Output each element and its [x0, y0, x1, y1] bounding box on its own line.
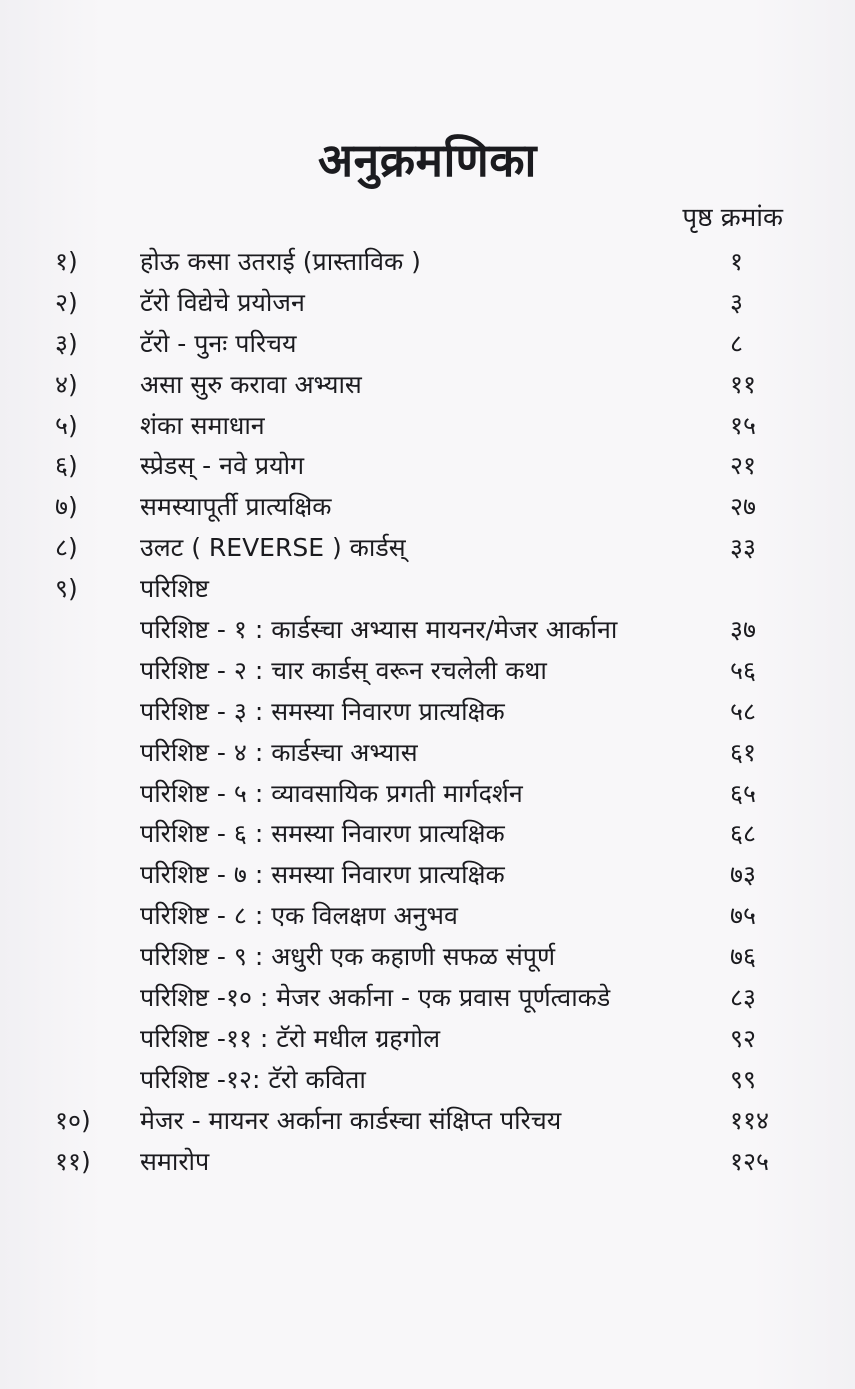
toc-entry-label: असा सुरु करावा अभ्यास [140, 369, 362, 399]
toc-sub-entry [0, 610, 855, 651]
toc-entry-number: ४) [55, 369, 78, 399]
toc-sub-entry [0, 1060, 855, 1101]
toc-entry-page: ३ [730, 287, 744, 317]
toc-entry-label: स्प्रेडस् - नवे प्रयोग [140, 451, 305, 481]
toc-entry-page: ६१ [730, 737, 757, 767]
toc-entry-number: ८) [55, 533, 78, 563]
toc-entry-number: २) [55, 287, 78, 317]
toc-sub-entry [0, 937, 855, 978]
toc-entry [0, 242, 855, 283]
toc-entry [0, 487, 855, 528]
toc-entry-label: शंका समाधान [140, 410, 265, 440]
toc-entry-page: ११ [730, 369, 757, 399]
toc-entry-label: परिशिष्ट - २ : चार कार्डस् वरून रचलेली कथा [140, 655, 547, 685]
toc-entry-page: ९९ [730, 1064, 757, 1094]
toc-entry-page: ७३ [730, 860, 757, 890]
toc-sub-entry [0, 978, 855, 1019]
toc-entry-label: उलट ( REVERSE ) कार्डस् [140, 533, 406, 563]
toc-entry-number: ६) [55, 451, 78, 481]
toc-sub-entry [0, 733, 855, 774]
toc-entry-label: परिशिष्ट -१२: टॅरो कविता [140, 1064, 366, 1094]
toc-entry-label: परिशिष्ट - ७ : समस्या निवारण प्रात्यक्षिक [140, 860, 505, 890]
toc-entry [0, 1101, 855, 1142]
toc-sub-entry [0, 651, 855, 692]
toc-entry-label: परिशिष्ट - ८ : एक विलक्षण अनुभव [140, 901, 458, 931]
toc-entry [0, 365, 855, 406]
toc-entry-label: समारोप [140, 1146, 210, 1176]
toc-entry [0, 446, 855, 487]
toc-entry-label: होऊ कसा उतराई (प्रास्ताविक ) [140, 247, 421, 276]
toc-entry-page: ९२ [730, 1023, 757, 1053]
toc-entry-label: परिशिष्ट - १ : कार्डस्चा अभ्यास मायनर/मेजर आर्काना [140, 615, 618, 645]
page-title: अनुक्रमणिका [318, 133, 537, 187]
toc-entry [0, 283, 855, 324]
toc-entry-label: परिशिष्ट - ९ : अधुरी एक कहाणी सफळ संपूर्ण [140, 942, 556, 972]
toc-entry-page: ३७ [730, 615, 757, 645]
toc-entry-page: १२५ [730, 1146, 770, 1176]
toc-entry-label: परिशिष्ट - ५ : व्यावसायिक प्रगती मार्गदर्शन [140, 778, 523, 808]
toc-sub-entry [0, 1019, 855, 1060]
toc-entry-page: ५६ [730, 655, 757, 685]
toc-entry-number: ११) [55, 1146, 91, 1176]
toc-entry-number: ३) [55, 328, 78, 358]
toc-entry-label: मेजर - मायनर अर्काना कार्डस्चा संक्षिप्त परिचय [140, 1105, 562, 1135]
toc-entry-number: ५) [55, 410, 78, 440]
toc-sub-entry [0, 814, 855, 855]
toc-sub-entry [0, 896, 855, 937]
toc-entry-number: १) [55, 247, 78, 276]
toc-entry-page: १५ [730, 410, 757, 440]
toc-entry [0, 406, 855, 447]
toc-entry-page: ११४ [730, 1105, 770, 1135]
toc-entry-number: ७) [55, 492, 78, 522]
toc-sub-entry [0, 855, 855, 896]
toc-entry [0, 528, 855, 569]
toc-entry-page: ७६ [730, 942, 757, 972]
toc-entry-page: ८३ [730, 983, 757, 1013]
toc-entry [0, 569, 855, 610]
toc-entry-label: परिशिष्ट - ३ : समस्या निवारण प्रात्यक्षिक [140, 696, 505, 726]
toc-entry-number: ९) [55, 574, 78, 604]
toc-entry-page: ५८ [730, 696, 757, 726]
toc-entry-page: २१ [730, 451, 757, 481]
page-number-column-header: पृष्ठ क्रमांक [682, 203, 783, 233]
table-of-contents [0, 242, 855, 1182]
toc-entry [0, 1142, 855, 1183]
toc-entry-page: १ [730, 247, 744, 276]
toc-entry-label: परिशिष्ट -११ : टॅरो मधील ग्रहगोल [140, 1023, 441, 1053]
toc-entry-page: ६५ [730, 778, 757, 808]
toc-entry-label: टॅरो विद्येचे प्रयोजन [140, 287, 305, 317]
toc-entry-label: परिशिष्ट -१० : मेजर अर्काना - एक प्रवास पूर्णत्वाकडे [140, 983, 611, 1013]
toc-entry-label: परिशिष्ट - ४ : कार्डस्चा अभ्यास [140, 737, 418, 767]
toc-entry-number: १०) [55, 1105, 91, 1135]
toc-entry [0, 324, 855, 365]
toc-entry-label: टॅरो - पुनः परिचय [140, 328, 297, 358]
toc-entry-page: ६८ [730, 819, 757, 849]
toc-sub-entry [0, 774, 855, 815]
toc-entry-page: ७५ [730, 901, 757, 931]
toc-entry-page: ३३ [730, 533, 757, 563]
toc-entry-page: ८ [730, 328, 744, 358]
toc-entry-label: परिशिष्ट [140, 574, 209, 604]
toc-entry-label: समस्यापूर्ती प्रात्यक्षिक [140, 492, 332, 522]
toc-entry-page: २७ [730, 492, 757, 522]
toc-sub-entry [0, 692, 855, 733]
toc-entry-label: परिशिष्ट - ६ : समस्या निवारण प्रात्यक्षिक [140, 819, 505, 849]
